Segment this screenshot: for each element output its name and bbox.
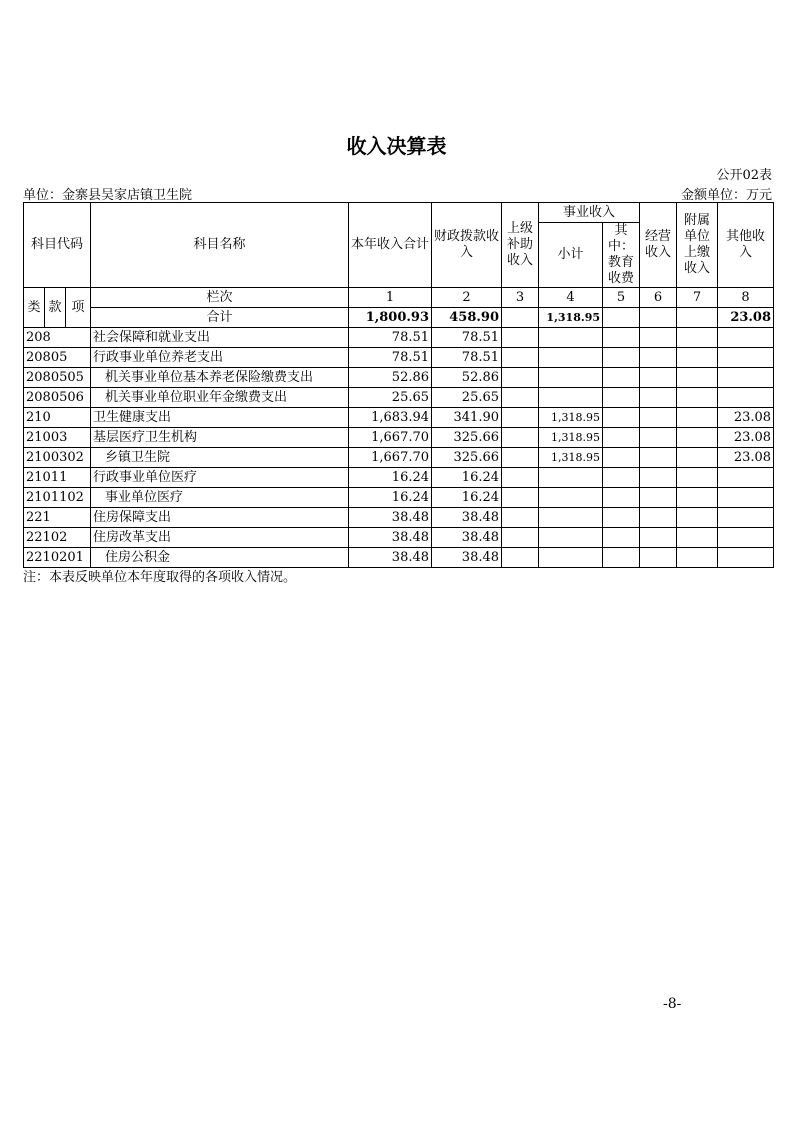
row-name: 机关事业单位基本养老保险缴费支出 [91,368,349,388]
row-cell: 38.48 [432,508,502,528]
header-name: 科目名称 [91,203,349,288]
row-name: 行政事业单位医疗 [91,468,349,488]
row-code: 210 [24,408,91,428]
row-cell [539,468,603,488]
row-cell [718,488,774,508]
total-row [24,308,774,328]
column-number: 5 [603,288,640,308]
row-cell [539,548,603,568]
table-row [24,468,774,488]
table-row [24,508,774,528]
row-cell: 78.51 [432,328,502,348]
row-cell [640,388,677,408]
row-name: 住房公积金 [91,548,349,568]
total-cell [677,308,718,328]
row-cell: 1,683.94 [349,408,432,428]
row-name: 行政事业单位养老支出 [91,348,349,368]
row-cell [718,548,774,568]
row-code: 21003 [24,428,91,448]
row-cell [502,368,539,388]
table-row [24,348,774,368]
row-cell [539,368,603,388]
row-cell: 38.48 [349,548,432,568]
footnote: 注：本表反映单位本年度取得的各项收入情况。 [23,570,297,585]
row-cell [603,448,640,468]
row-cell [603,528,640,548]
row-cell: 25.65 [432,388,502,408]
column-number: 2 [432,288,502,308]
column-number: 4 [539,288,603,308]
row-cell: 341.90 [432,408,502,428]
header-xiang: 项 [66,288,91,328]
row-cell [718,528,774,548]
table-row [24,448,774,468]
row-cell: 16.24 [349,488,432,508]
row-cell [640,548,677,568]
column-number-row [24,288,774,308]
row-cell [502,448,539,468]
row-cell: 23.08 [718,408,774,428]
row-cell [603,348,640,368]
row-cell [603,388,640,408]
row-cell [640,488,677,508]
row-cell [539,348,603,368]
row-code: 2101102 [24,488,91,508]
header-code: 科目代码 [24,203,91,288]
header-superior: 上级补助收入 [502,203,539,288]
header-row-1 [24,203,774,223]
row-cell [640,428,677,448]
row-cell [502,408,539,428]
row-cell [603,488,640,508]
header-lei: 类 [24,288,45,328]
row-cell: 16.24 [432,468,502,488]
row-cell: 78.51 [349,328,432,348]
table-row [24,428,774,448]
row-code: 2080505 [24,368,91,388]
row-cell [640,328,677,348]
row-code: 2080506 [24,388,91,408]
column-number: 6 [640,288,677,308]
income-table [23,202,774,568]
row-cell [718,368,774,388]
header-business-subtotal: 小计 [539,223,603,288]
row-name: 基层医疗卫生机构 [91,428,349,448]
row-cell [640,528,677,548]
row-name: 事业单位医疗 [91,488,349,508]
row-cell: 1,667.70 [349,428,432,448]
row-cell [677,408,718,428]
row-cell [603,548,640,568]
row-cell: 25.65 [349,388,432,408]
row-cell [677,328,718,348]
header-total: 本年收入合计 [349,203,432,288]
row-cell [539,508,603,528]
total-cell [502,308,539,328]
header-kuan: 款 [45,288,66,328]
row-cell: 38.48 [432,528,502,548]
row-cell: 78.51 [432,348,502,368]
row-cell [640,448,677,468]
row-cell [677,388,718,408]
row-cell: 16.24 [432,488,502,508]
row-cell: 23.08 [718,428,774,448]
row-name: 住房改革支出 [91,528,349,548]
row-cell: 1,318.95 [539,448,603,468]
row-cell [539,528,603,548]
row-cell: 78.51 [349,348,432,368]
table-row [24,408,774,428]
row-cell [718,388,774,408]
header-other: 其他收入 [718,203,774,288]
row-cell [502,488,539,508]
page-title: 收入决算表 [346,134,447,158]
row-cell: 1,318.95 [539,428,603,448]
form-number: 公开02表 [716,168,772,183]
total-label: 合计 [91,308,349,328]
column-number: 3 [502,288,539,308]
row-code: 22102 [24,528,91,548]
row-cell: 52.86 [432,368,502,388]
row-cell [677,548,718,568]
row-cell [603,428,640,448]
row-name: 机关事业单位职业年金缴费支出 [91,388,349,408]
table-row [24,368,774,388]
row-cell [677,448,718,468]
row-cell [677,428,718,448]
header-fiscal: 财政拨款收入 [432,203,502,288]
row-cell [603,368,640,388]
row-code: 221 [24,508,91,528]
column-number: 7 [677,288,718,308]
total-cell: 1,318.95 [539,308,603,328]
row-cell [677,488,718,508]
column-number: 8 [718,288,774,308]
table-row [24,328,774,348]
total-cell: 23.08 [718,308,774,328]
row-cell [502,388,539,408]
row-cell: 38.48 [349,508,432,528]
row-cell [640,468,677,488]
total-cell: 458.90 [432,308,502,328]
row-cell [640,348,677,368]
row-cell: 16.24 [349,468,432,488]
row-cell [502,468,539,488]
row-cell: 325.66 [432,448,502,468]
column-label: 栏次 [91,288,349,308]
header-affiliated: 附属单位上缴收入 [677,203,718,288]
row-cell [502,528,539,548]
row-cell: 23.08 [718,448,774,468]
row-cell [603,468,640,488]
row-cell [640,408,677,428]
row-cell [718,508,774,528]
table-row [24,388,774,408]
row-cell [677,368,718,388]
header-operating: 经营收入 [640,203,677,288]
table-body [24,328,774,568]
row-cell [502,348,539,368]
row-name: 卫生健康支出 [91,408,349,428]
row-cell: 1,318.95 [539,408,603,428]
table-row [24,528,774,548]
total-cell [603,308,640,328]
row-cell [677,528,718,548]
unit-label: 单位：金寨县吴家店镇卫生院 [23,188,193,203]
row-cell [677,468,718,488]
row-cell [539,488,603,508]
header-education: 其中：教育收费 [603,223,640,288]
row-cell: 325.66 [432,428,502,448]
row-code: 21011 [24,468,91,488]
page-number: -8- [663,996,682,1012]
row-cell [502,508,539,528]
row-name: 乡镇卫生院 [91,448,349,468]
table-row [24,548,774,568]
column-number: 1 [349,288,432,308]
row-cell [539,388,603,408]
row-cell [603,328,640,348]
row-cell [677,508,718,528]
row-code: 2210201 [24,548,91,568]
row-cell [603,508,640,528]
row-cell [718,328,774,348]
total-cell [640,308,677,328]
row-code: 208 [24,328,91,348]
row-code: 2100302 [24,448,91,468]
row-cell: 38.48 [349,528,432,548]
total-cell: 1,800.93 [349,308,432,328]
row-cell: 1,667.70 [349,448,432,468]
header-business-group: 事业收入 [539,203,640,223]
row-cell [502,328,539,348]
row-cell [603,408,640,428]
row-cell [502,548,539,568]
row-code: 20805 [24,348,91,368]
row-name: 住房保障支出 [91,508,349,528]
row-cell [677,348,718,368]
row-name: 社会保障和就业支出 [91,328,349,348]
row-cell [539,328,603,348]
row-cell: 38.48 [432,548,502,568]
row-cell [640,368,677,388]
row-cell [718,468,774,488]
table-row [24,488,774,508]
row-cell: 52.86 [349,368,432,388]
amount-unit-label: 金额单位：万元 [680,188,772,203]
row-cell [718,348,774,368]
row-cell [502,428,539,448]
row-cell [640,508,677,528]
